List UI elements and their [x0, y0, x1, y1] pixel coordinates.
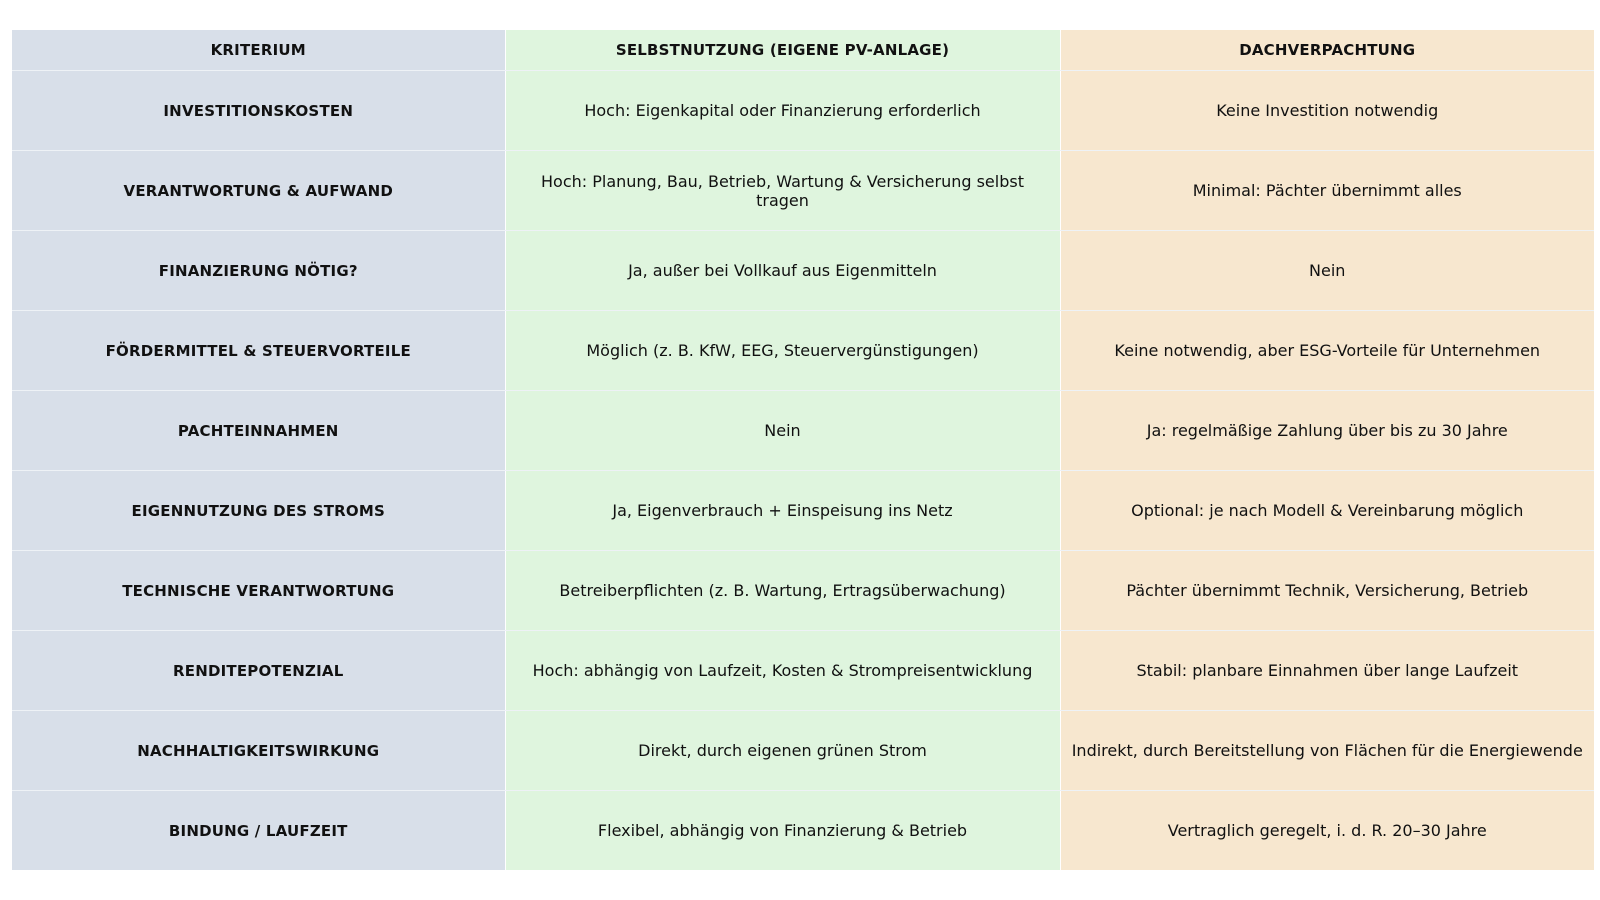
- criterion-cell: FÖRDERMITTEL & STEUERVORTEILE: [12, 311, 505, 391]
- criterion-cell: PACHTEINNAHMEN: [12, 391, 505, 471]
- dachverpachtung-cell: Indirekt, durch Bereitstellung von Flächen für die Energiewende: [1060, 711, 1594, 791]
- selbstnutzung-cell: Ja, außer bei Vollkauf aus Eigenmitteln: [505, 231, 1060, 311]
- dachverpachtung-cell: Ja: regelmäßige Zahlung über bis zu 30 Jahre: [1060, 391, 1594, 471]
- table-row: [12, 471, 1594, 551]
- criterion-cell: NACHHALTIGKEITSWIRKUNG: [12, 711, 505, 791]
- dachverpachtung-cell: Stabil: planbare Einnahmen über lange Laufzeit: [1060, 631, 1594, 711]
- dachverpachtung-cell: Keine Investition notwendig: [1060, 71, 1594, 151]
- table-row: [12, 311, 1594, 391]
- selbstnutzung-cell: Ja, Eigenverbrauch + Einspeisung ins Netz: [505, 471, 1060, 551]
- dachverpachtung-cell: Keine notwendig, aber ESG-Vorteile für Unternehmen: [1060, 311, 1594, 391]
- selbstnutzung-cell: Betreiberpflichten (z. B. Wartung, Ertragsüberwachung): [505, 551, 1060, 631]
- table-row: [12, 231, 1594, 311]
- selbstnutzung-cell: Hoch: Planung, Bau, Betrieb, Wartung & Versicherung selbst tragen: [505, 151, 1060, 231]
- criterion-cell: FINANZIERUNG NÖTIG?: [12, 231, 505, 311]
- criterion-cell: TECHNISCHE VERANTWORTUNG: [12, 551, 505, 631]
- table-row: [12, 71, 1594, 151]
- table-header-row: [12, 30, 1594, 71]
- header-selbstnutzung: SELBSTNUTZUNG (EIGENE PV-ANLAGE): [505, 30, 1060, 71]
- dachverpachtung-cell: Pächter übernimmt Technik, Versicherung, Betrieb: [1060, 551, 1594, 631]
- dachverpachtung-cell: Nein: [1060, 231, 1594, 311]
- table-row: [12, 551, 1594, 631]
- criterion-cell: VERANTWORTUNG & AUFWAND: [12, 151, 505, 231]
- table-row: [12, 791, 1594, 871]
- dachverpachtung-cell: Minimal: Pächter übernimmt alles: [1060, 151, 1594, 231]
- criterion-cell: INVESTITIONSKOSTEN: [12, 71, 505, 151]
- selbstnutzung-cell: Möglich (z. B. KfW, EEG, Steuervergünstigungen): [505, 311, 1060, 391]
- header-dachverpachtung: DACHVERPACHTUNG: [1060, 30, 1594, 71]
- selbstnutzung-cell: Nein: [505, 391, 1060, 471]
- table-row: [12, 391, 1594, 471]
- selbstnutzung-cell: Flexibel, abhängig von Finanzierung & Betrieb: [505, 791, 1060, 871]
- table-row: [12, 711, 1594, 791]
- selbstnutzung-cell: Direkt, durch eigenen grünen Strom: [505, 711, 1060, 791]
- table-row: [12, 151, 1594, 231]
- dachverpachtung-cell: Optional: je nach Modell & Vereinbarung möglich: [1060, 471, 1594, 551]
- table-row: [12, 631, 1594, 711]
- criterion-cell: RENDITEPOTENZIAL: [12, 631, 505, 711]
- criterion-cell: EIGENNUTZUNG DES STROMS: [12, 471, 505, 551]
- selbstnutzung-cell: Hoch: Eigenkapital oder Finanzierung erforderlich: [505, 71, 1060, 151]
- header-kriterium: KRITERIUM: [12, 30, 505, 71]
- comparison-table: [12, 30, 1594, 870]
- dachverpachtung-cell: Vertraglich geregelt, i. d. R. 20–30 Jahre: [1060, 791, 1594, 871]
- selbstnutzung-cell: Hoch: abhängig von Laufzeit, Kosten & Strompreisentwicklung: [505, 631, 1060, 711]
- criterion-cell: BINDUNG / LAUFZEIT: [12, 791, 505, 871]
